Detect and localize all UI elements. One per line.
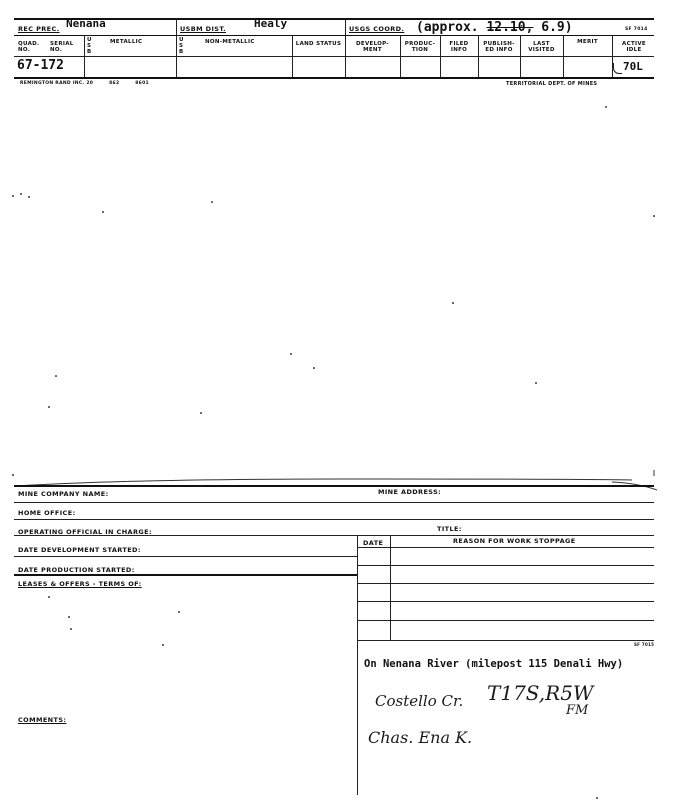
stoppage-header-rule: [357, 547, 654, 548]
usgs-coord-label: USGS COORD.: [349, 25, 405, 33]
col-serial-no: SERIAL NO.: [50, 41, 74, 53]
scan-speck: [605, 106, 607, 108]
title-label: TITLE:: [437, 525, 462, 533]
scan-speck: [313, 367, 315, 369]
usgs-coord-suffix: 6.9): [541, 20, 573, 35]
header-sep-1: [176, 18, 177, 77]
col-last-visited: LAST VISITED: [528, 41, 555, 53]
active-check-mark: [613, 63, 622, 74]
col-production: PRODUC-TION: [404, 41, 436, 53]
left-rule-prod: [14, 574, 357, 576]
usgs-coord-value: [416, 20, 573, 35]
mine-address-label: MINE ADDRESS:: [378, 488, 442, 496]
usgs-coord-prefix: (approx.: [416, 20, 479, 35]
stoppage-row-rule-1: [357, 565, 654, 566]
form-code-top: SF 7014: [625, 27, 648, 32]
scan-speck: [211, 201, 213, 203]
scan-speck: [48, 596, 50, 598]
usbm-dist-value: Healy: [254, 17, 288, 30]
handwritten-signature: Chas. Ena K.: [368, 728, 473, 747]
typed-location-note: On Nenana River (milepost 115 Denali Hwy): [364, 658, 624, 670]
active-idle-value: 70L: [623, 60, 643, 73]
col-non-metallic: NON-METALLIC: [205, 39, 255, 45]
scan-speck: [162, 644, 164, 646]
lower-rule-1: [14, 485, 654, 487]
printer-imprint: [20, 81, 149, 87]
stoppage-left-border: [357, 535, 358, 795]
scan-speck: [68, 616, 70, 618]
lower-rule-2: [14, 502, 654, 503]
col-usb-2: U S B: [179, 37, 184, 55]
date-prod-started-label: DATE PRODUCTION STARTED:: [18, 566, 135, 574]
col-merit: MERIT: [577, 39, 598, 45]
header-mid-rule: [14, 35, 654, 36]
quad-value: 67-172: [17, 58, 64, 73]
col-div-land: [292, 35, 293, 77]
stoppage-row-rule-5: [357, 640, 654, 641]
scan-speck: [20, 193, 22, 195]
stoppage-reason-header: REASON FOR WORK STOPPAGE: [453, 537, 576, 545]
stoppage-row-rule-4: [357, 620, 654, 621]
mine-company-name-label: MINE COMPANY NAME:: [18, 490, 109, 498]
scan-speck: [653, 215, 655, 217]
scan-speck: [200, 412, 202, 414]
stoppage-row-rule-2: [357, 583, 654, 584]
header-sep-2: [345, 18, 346, 35]
handwritten-creek: Costello Cr.: [375, 692, 464, 710]
stoppage-date-divider: [390, 535, 391, 640]
header-col-rule: [14, 56, 654, 57]
scan-speck: [12, 195, 14, 197]
rec-prec-value: Nenana: [66, 17, 106, 30]
col-quad-no: QUAD. NO.: [18, 41, 40, 53]
printer-code-2: 8601: [135, 81, 149, 86]
scan-speck: [70, 628, 72, 630]
comments-label: COMMENTS:: [18, 716, 67, 724]
scan-speck: [55, 375, 57, 377]
printer-name: REMINGTON RAND INC. 20: [20, 81, 94, 86]
scan-speck: [535, 382, 537, 384]
col-div-dev: [345, 35, 346, 77]
card-top-edge: [12, 470, 660, 494]
scan-speck: [48, 406, 50, 408]
form-code-bottom: SF 7015: [634, 642, 655, 647]
scan-speck: [178, 611, 180, 613]
stoppage-row-rule-3: [357, 601, 654, 602]
col-usb-1: U S B: [87, 37, 92, 55]
handwritten-meridian: FM: [566, 703, 589, 718]
leases-offers-label: LEASES & OFFERS - TERMS OF:: [18, 580, 142, 588]
printer-code-1: 862: [109, 81, 120, 86]
operating-official-label: OPERATING OFFICIAL IN CHARGE:: [18, 528, 152, 536]
scan-speck: [452, 302, 454, 304]
usgs-coord-struck: 12.10,: [486, 20, 534, 35]
stoppage-date-header: DATE: [363, 539, 384, 547]
col-published-info: PUBLISH-ED INFO: [483, 41, 515, 53]
date-dev-started-label: DATE DEVELOPMENT STARTED:: [18, 546, 141, 554]
scan-speck: [28, 196, 30, 198]
col-div-serial: [84, 35, 85, 77]
scan-speck: [596, 797, 598, 799]
department-imprint: TERRITORIAL DEPT. OF MINES: [506, 81, 598, 87]
scan-speck: [102, 211, 104, 213]
handwritten-township: T17S,R5W: [487, 681, 594, 705]
home-office-label: HOME OFFICE:: [18, 509, 76, 517]
col-development: DEVELOP-MENT: [356, 41, 389, 53]
usbm-dist-label: USBM DIST.: [180, 25, 227, 33]
lower-rule-3: [14, 519, 654, 520]
scan-speck: [290, 353, 292, 355]
left-rule-dev: [14, 556, 357, 557]
col-filed-info: FILED INFO: [449, 41, 469, 53]
col-metallic: METALLIC: [110, 39, 143, 45]
col-land-status: LAND STATUS: [295, 41, 342, 47]
rec-prec-label: REC PREC.: [18, 25, 60, 33]
header-bottom-rule: [14, 77, 654, 79]
col-active-idle: ACTIVE IDLE: [622, 41, 646, 53]
lower-rule-4: [14, 535, 654, 536]
